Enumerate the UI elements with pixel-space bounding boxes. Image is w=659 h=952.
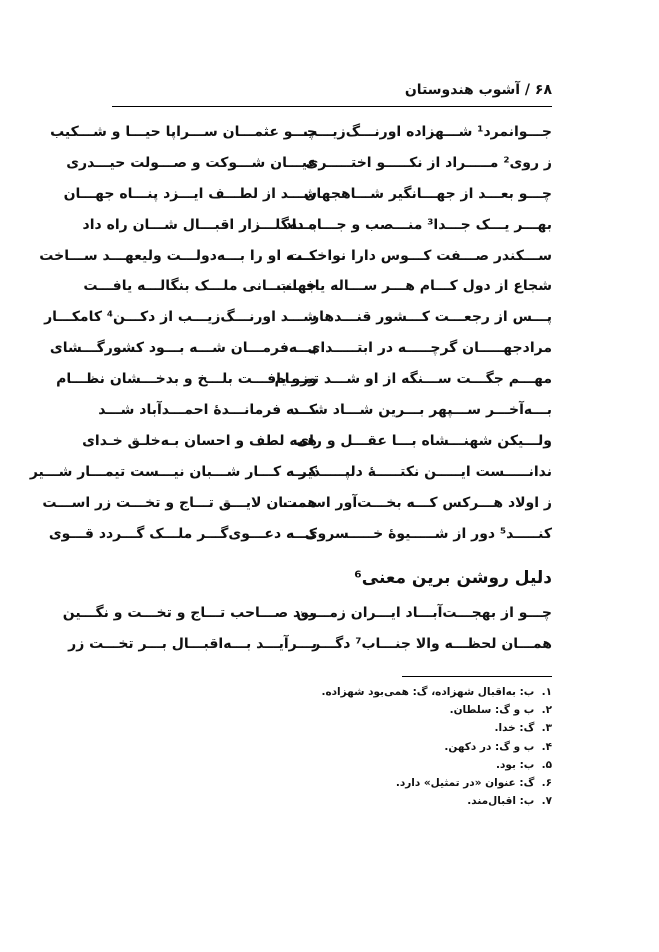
verse-hemistich-right: مهـــم جگـــت ســـنگه از او شـــد تمـــام xyxy=(274,371,552,388)
verse-hemistich-left: همـــان لایـــق تـــاج و تخـــت زر اســـت xyxy=(42,494,317,511)
verse-hemistich-left: کـــه کـــار شـــبان نیـــست تیمـــار شـــیر xyxy=(29,463,317,480)
footnote-text: ب: بود. xyxy=(496,758,535,771)
verse-line xyxy=(62,598,552,629)
verse-hemistich-left: جهانبـــانی ملـــک بنگالـــه یافـــت xyxy=(83,278,317,295)
footnote-text: گ: خدا. xyxy=(494,722,535,735)
footnote-text: گ: عنوان «در تمثیل» دارد. xyxy=(395,776,535,789)
verse-line xyxy=(42,488,552,519)
verse-hemistich-right: مرادجهـــــان گرچـــــه در ابتـــــدای xyxy=(307,340,552,357)
footnote-number: ۱. xyxy=(541,686,552,698)
verse-hemistich-right: بـــه‌آخـــر ســـپهر بـــرین شـــاد شـــد xyxy=(291,402,552,419)
verse-hemistich-right: ولـــیکن شهنـــشاه بـــا عقـــل و رای xyxy=(296,432,552,449)
verse-hemistich-right: شجاع از دول کـــام هـــر ســـاله یافـــت xyxy=(276,278,552,295)
footnote-text: ب: اقبال‌مند. xyxy=(467,795,535,808)
verse-hemistich-left: چـــو عثمـــان ســـراپا حیـــا و شـــکیب xyxy=(50,124,317,140)
poem-verses xyxy=(29,117,552,549)
verse-line xyxy=(39,241,552,272)
footnote xyxy=(252,738,552,756)
footnote xyxy=(252,774,552,792)
footnote-text: ب: به‌اقبال شهزاده، گ: همی‌بود شهزاده. xyxy=(321,686,535,698)
footnote xyxy=(252,683,552,701)
footnote-rule xyxy=(402,676,552,677)
footnotes xyxy=(252,683,552,810)
footnote-number: ۷. xyxy=(541,795,552,808)
footnote-text: ب و گ: در دکهن. xyxy=(444,740,535,753)
verse-line xyxy=(49,333,552,364)
verse-line xyxy=(66,148,552,179)
verse-line xyxy=(56,364,552,395)
verse-hemistich-right: چـــو از بهجـــت‌آبـــاد ایـــران زمـــین xyxy=(296,605,552,621)
verse-hemistich-right: ز روی² مـــــراد از نکـــــو اختـــــری xyxy=(305,154,552,171)
verse-hemistich-right: ندانـــــست ایـــــن نکتـــــهٔ دلپـــــذیر xyxy=(298,463,552,480)
verse-hemistich-right: همـــان لحظـــه والا جنـــاب⁷ دگـــر xyxy=(312,635,552,652)
verse-line xyxy=(63,179,552,210)
footnote-number: ۳. xyxy=(541,722,552,735)
verse-line xyxy=(50,117,552,148)
header-rule xyxy=(112,106,552,107)
poem-verses-section-2 xyxy=(62,598,552,660)
running-header: ۶۸ / آشوب هندوستان xyxy=(404,82,552,98)
verse-hemistich-left: همه لطف و احسان بـه‌خلـق خـدای xyxy=(82,432,317,449)
verse-hemistich-right: کنـــــد⁵ دور از شـــــیوهٔ خـــــسروی xyxy=(304,525,552,542)
verse-hemistich-right: ســـکندر صـــفت کـــوس دارا نواخـــت xyxy=(288,247,552,264)
verse-hemistich-right: پـــس از رجعـــت کـــشور قنـــدهار xyxy=(311,309,552,326)
verse-line xyxy=(68,629,552,660)
verse-hemistich-right: چـــو بعـــد از جهـــانگیر شـــاهجهان xyxy=(304,185,552,202)
verse-hemistich-left: وزو یافـــت بلـــخ و بدخـــشان نظـــام xyxy=(56,371,317,388)
footnote xyxy=(252,756,552,774)
verse-line xyxy=(44,302,552,333)
verse-line xyxy=(83,271,552,302)
footnote-number: ۴. xyxy=(541,740,552,753)
verse-hemistich-left: بـــرآیـــد بـــه‌اقبـــال بـــر تخـــت زر xyxy=(68,635,317,652)
verse-hemistich-left: کـــه فرمانـــدهٔ احمـــدآباد شـــد xyxy=(98,402,317,419)
footnote-text: ب و گ: سلطان. xyxy=(449,704,535,717)
verse-line xyxy=(48,519,552,550)
verse-hemistich-right: بهـــر یـــک جـــدا³ منـــصب و جـــاه داد xyxy=(284,216,552,233)
verse-hemistich-left: کـــه دعـــوی‌گـــر ملـــک گـــردد قـــوی xyxy=(48,525,317,542)
verse-line xyxy=(29,457,552,488)
verse-hemistich-left: شـــد اورنـــگ‌زیـــب از دکـــن⁴ کامکـــار xyxy=(44,309,317,326)
footnote xyxy=(252,719,552,737)
verse-line xyxy=(82,210,552,241)
footnote-number: ۲. xyxy=(541,704,552,717)
footnote xyxy=(252,701,552,719)
verse-hemistich-left: بـــه‌فرمـــان شـــه بـــود کشورگـــشای xyxy=(49,340,317,357)
verse-hemistich-left: بـــه‌گلـــزار اقبـــال شـــان راه داد xyxy=(82,216,317,233)
footnote-number: ۶. xyxy=(541,776,552,789)
verse-hemistich-left: شـــد از لطـــف ایـــزد پنـــاه جهـــان xyxy=(63,185,317,202)
verse-hemistich-right: ز اولاد هـــرکس کـــه بخـــت‌آور اســـت xyxy=(282,494,552,511)
verse-hemistich-left: رود صـــاحب تـــاج و تخـــت و نگـــین xyxy=(62,605,317,621)
verse-hemistich-left: عیـــان شـــوکت و صـــولت حیـــدری xyxy=(66,154,317,171)
verse-line xyxy=(82,426,552,457)
verse-line xyxy=(98,395,552,426)
verse-hemistich-right: جـــوانمرد¹ شـــهزاده اورنـــگ‌زیـــب xyxy=(303,124,552,140)
verse-hemistich-left: کـــه او را بـــه‌دولـــت ولیعهـــد ســـاخت xyxy=(39,247,317,264)
footnote-number: ۵. xyxy=(541,758,552,771)
section-title: دلیل روشن برین معنی⁶ xyxy=(354,568,552,588)
footnote xyxy=(252,792,552,810)
